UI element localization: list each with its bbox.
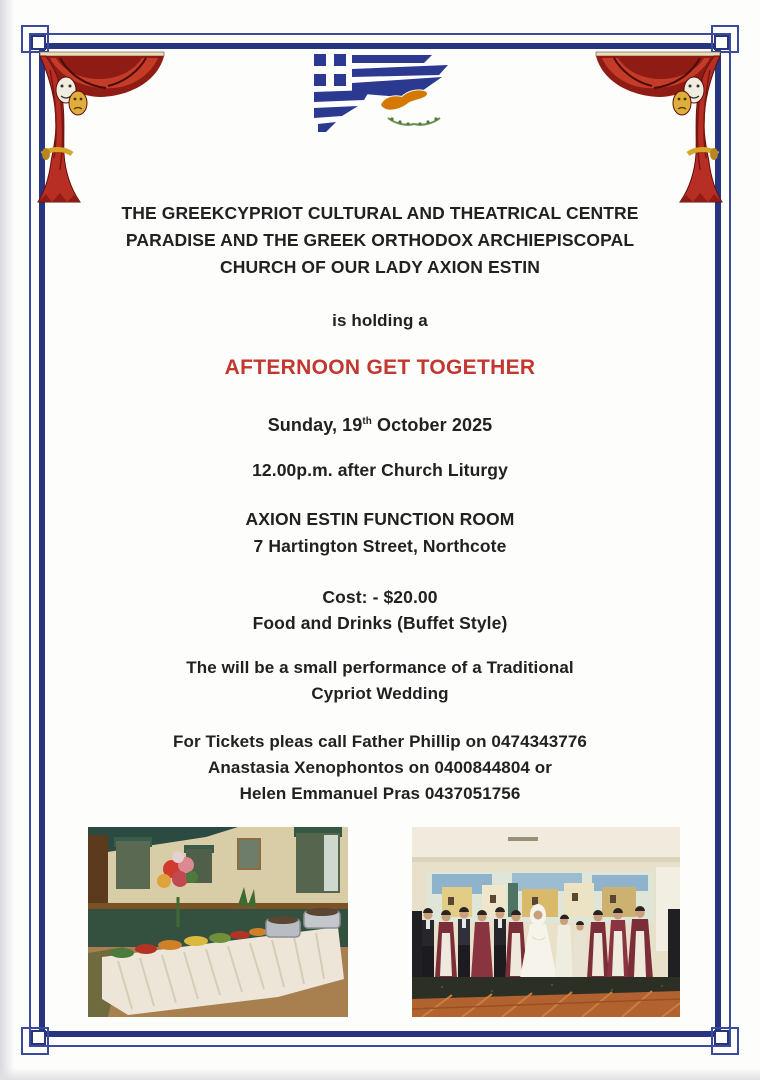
organisation-line-3: CHURCH OF OUR LADY AXION ESTIN (220, 257, 540, 277)
event-date (56, 409, 704, 438)
wedding-photo-illustration (412, 827, 680, 1017)
date-suffix: October 2025 (371, 415, 493, 435)
wedding-group-photo (412, 827, 680, 1017)
window (114, 837, 152, 889)
window (294, 827, 342, 893)
tickets-line-1: For Tickets pleas call Father Phillip on 0474343776 (173, 732, 587, 751)
olive-branches-icon (388, 117, 440, 125)
venue-name: AXION ESTIN FUNCTION ROOM (245, 509, 515, 529)
performance-block (56, 655, 704, 707)
date-ordinal: th (362, 416, 372, 427)
picture-frame (238, 839, 260, 869)
venue-address: 7 Hartington Street, Northcote (253, 536, 507, 556)
catering-line: Food and Drinks (Buffet Style) (252, 613, 508, 633)
border-corner-knot-top-right (712, 26, 738, 52)
holding-text: is holding a (332, 311, 428, 330)
tickets-block (56, 729, 704, 807)
chair-rail (88, 903, 348, 909)
performance-line-2: Cypriot Wedding (311, 684, 449, 703)
event-title: AFTERNOON GET TOGETHER (224, 356, 536, 379)
curtain-pelmet (40, 52, 164, 56)
left-curtain-image (36, 50, 168, 208)
buffet-photo (88, 827, 348, 1017)
date-prefix: Sunday, 19 (267, 415, 363, 435)
border-corner-knot-bottom-right (712, 1028, 738, 1054)
border-corner-knot-top-left (22, 26, 48, 52)
organisation-title (56, 200, 704, 281)
cost-line: Cost: - $20.00 (322, 587, 438, 607)
cost-block (56, 584, 704, 636)
venue-block (56, 506, 704, 560)
buffet-photo-illustration (88, 827, 348, 1017)
organisation-line-2: PARADISE AND THE GREEK ORTHODOX ARCHIEPISCOPAL (125, 230, 635, 250)
event-time: 12.00p.m. after Church Liturgy (252, 460, 508, 480)
border-corner-knot-bottom-left (22, 1028, 48, 1054)
tickets-line-2: Anastasia Xenophontos on 0400844804 or (208, 758, 552, 777)
performance-line-1: The will be a small performance of a Traditional (186, 658, 574, 677)
organisation-line-1: THE GREEKCYPRIOT CULTURAL AND THEATRICAL CENTRE (121, 203, 639, 223)
curtain-pelmet (596, 52, 720, 56)
tickets-line-3: Helen Emmanuel Pras 0437051756 (239, 784, 521, 803)
right-curtain-image (592, 50, 724, 208)
ceiling (412, 827, 680, 859)
greek-cyprus-flags-logo (312, 52, 448, 138)
